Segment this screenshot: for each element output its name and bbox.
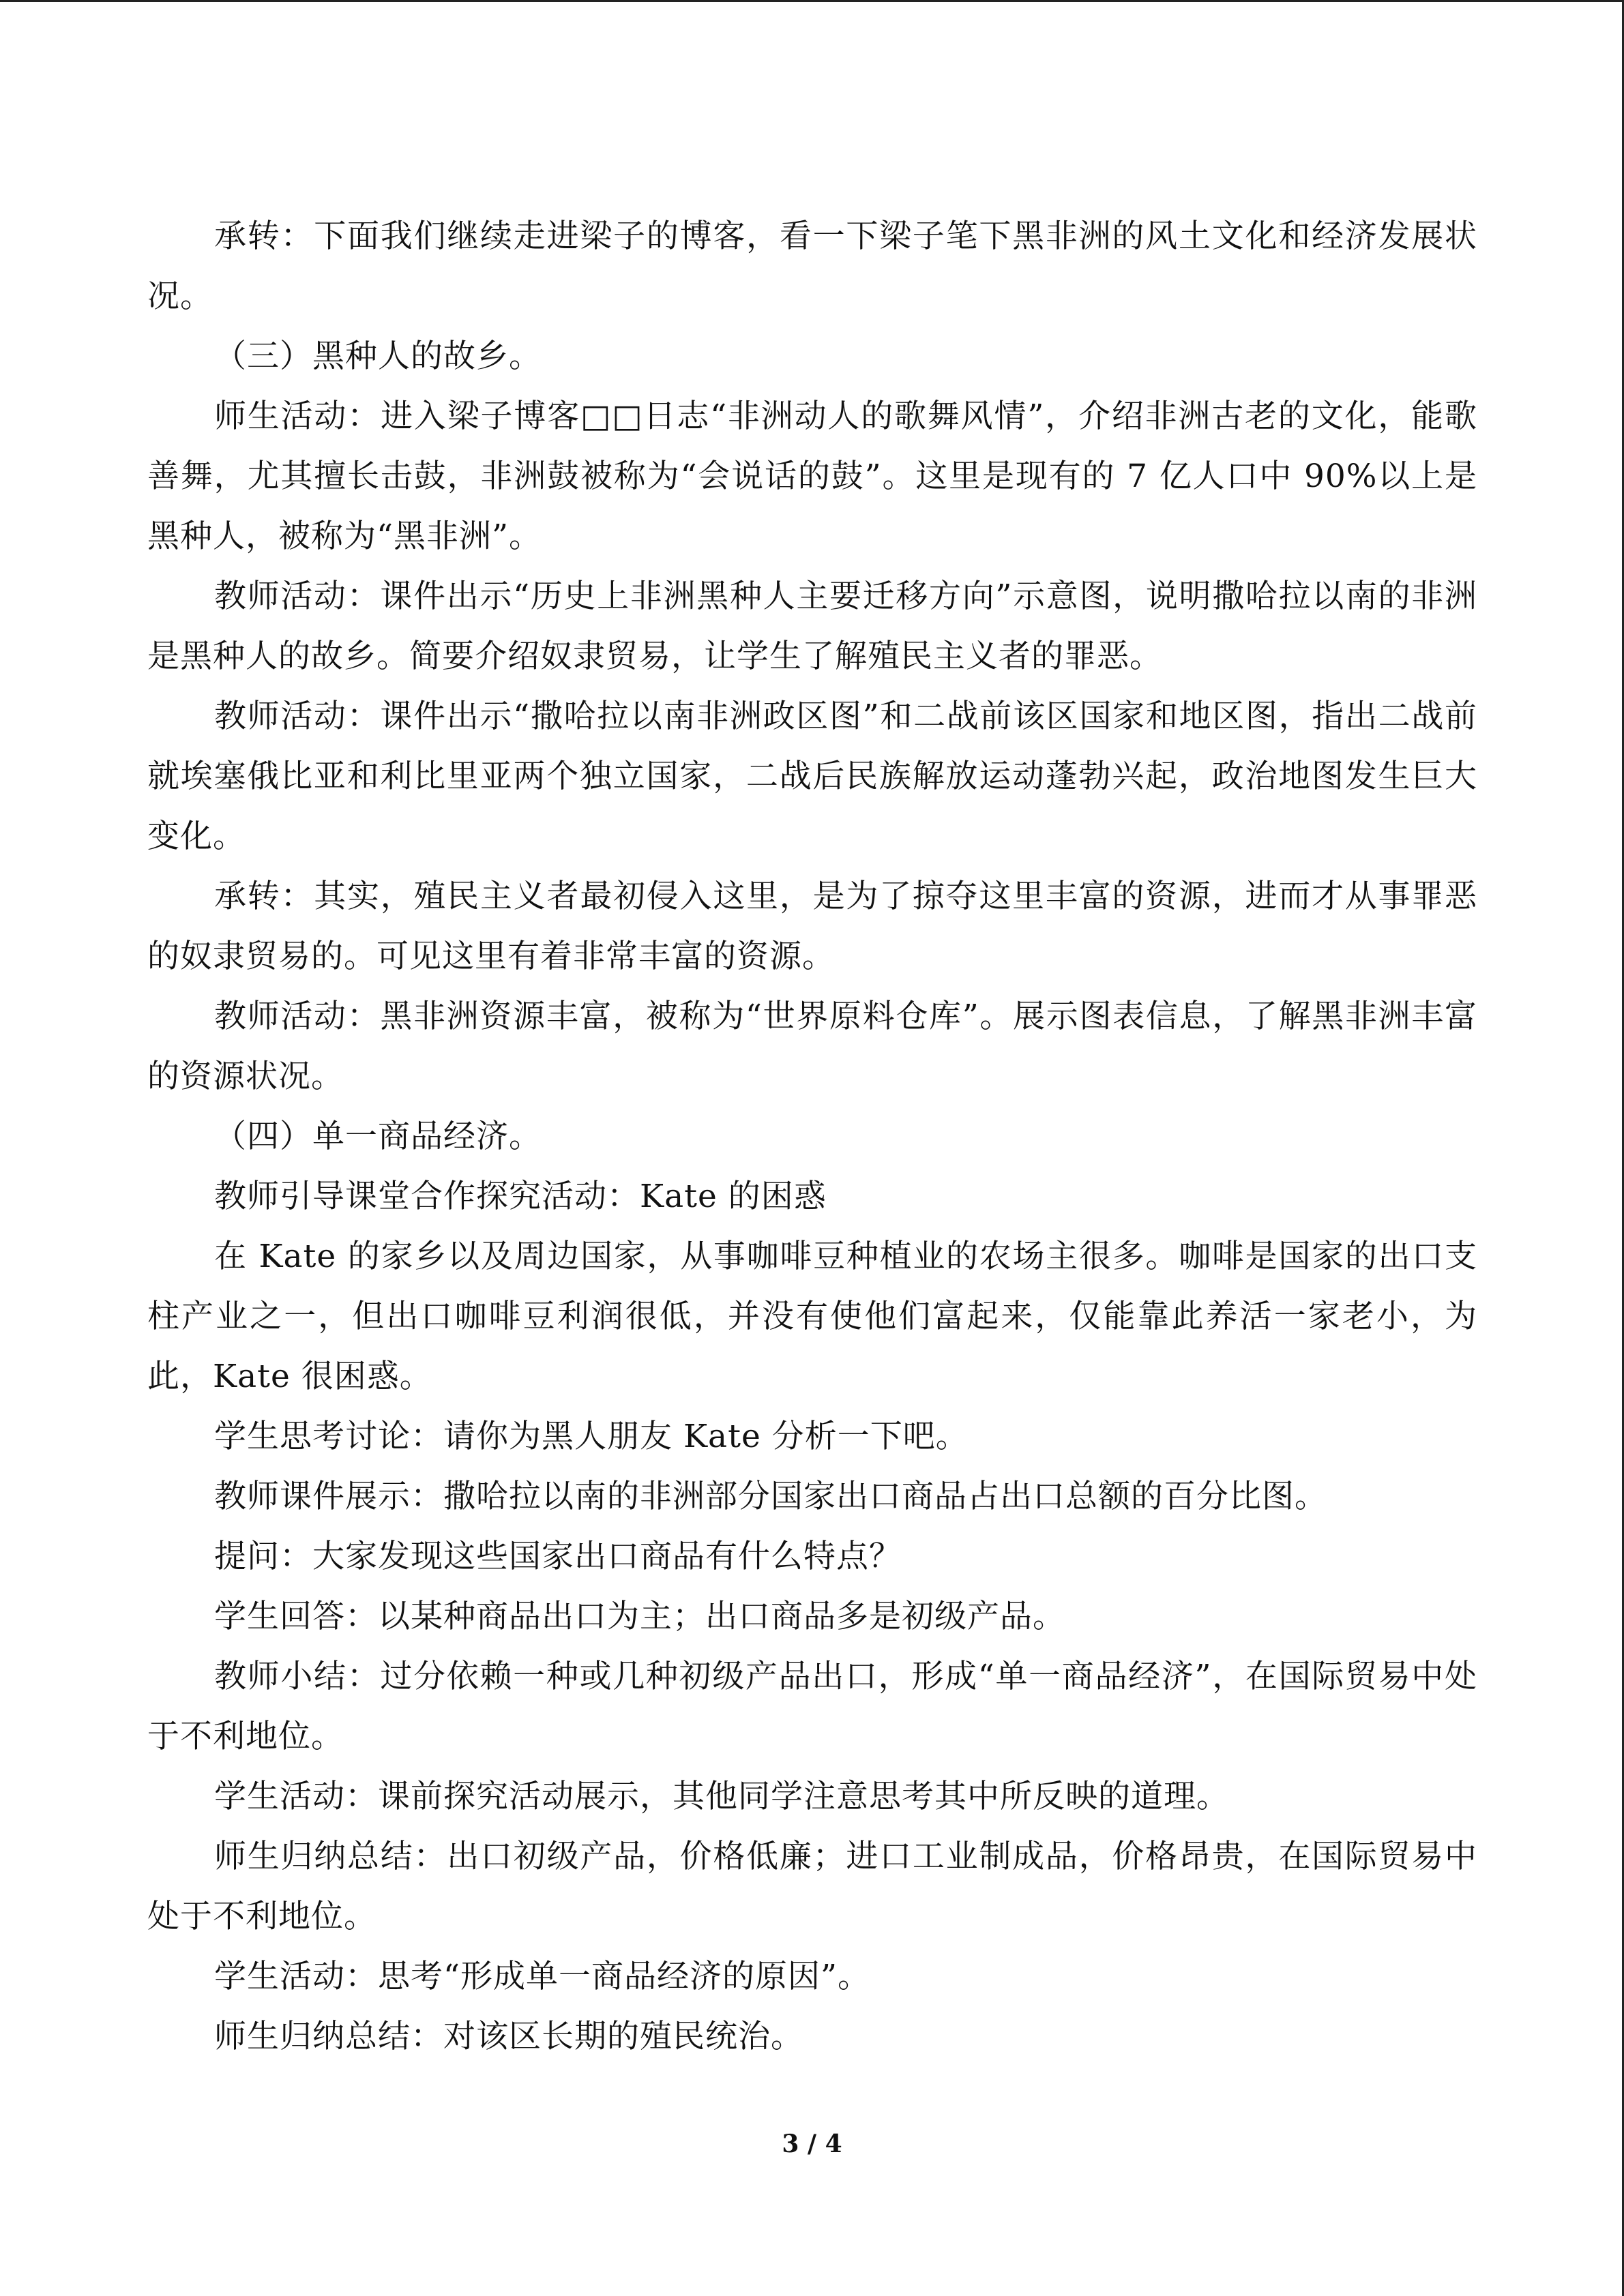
page-number: 3 / 4 xyxy=(782,2130,842,2158)
paragraph-transition-1: 承转：下面我们继续走进梁子的博客，看一下梁子笔下黑非洲的风土文化和经济发展状况。 xyxy=(147,218,1477,315)
paragraph-activity-2: 教师活动：课件出示“历史上非洲黑种人主要迁移方向”示意图，说明撒哈拉以南的非洲是黑种人的故乡。简要介绍奴隶贸易，让学生了解殖民主义者的罪恶。 xyxy=(147,578,1477,675)
paragraph-transition-2: 承转：其实，殖民主义者最初侵入这里，是为了掠夺这里丰富的资源，进而才从事罪恶的奴隶贸易的。可见这里有着非常丰富的资源。 xyxy=(147,878,1477,975)
paragraph-question: 提问：大家发现这些国家出口商品有什么特点？ xyxy=(214,1538,902,1575)
paragraph-courseware: 教师课件展示：撒哈拉以南的非洲部分国家出口商品占出口总额的百分比图。 xyxy=(214,1478,1327,1515)
paragraph-activity-3: 教师活动：课件出示“撒哈拉以南非洲政区图”和二战前该区国家和地区图，指出二战前就埃塞俄比亚和利比里亚两个独立国家，二战后民族解放运动蓬勃兴起，政治地图发生巨大变化。 xyxy=(147,698,1477,855)
paragraph-inquiry-title: 教师引导课堂合作探究活动：Kate 的困惑 xyxy=(214,1178,827,1215)
paragraph-summary-1: 教师小结：过分依赖一种或几种初级产品出口，形成“单一商品经济”，在国际贸易中处于不利地位。 xyxy=(147,1658,1477,1755)
paragraph-activity-5: 学生活动：课前探究活动展示，其他同学注意思考其中所反映的道理。 xyxy=(214,1778,1229,1815)
document-body xyxy=(147,207,1477,2067)
paragraph-summary-2: 师生归纳总结：出口初级产品，价格低廉；进口工业制成品，价格昂贵，在国际贸易中处于不利地位。 xyxy=(147,1838,1477,1935)
paragraph-summary-3: 师生归纳总结：对该区长期的殖民统治。 xyxy=(214,2018,803,2055)
paragraph-discussion: 学生思考讨论：请你为黑人朋友 Kate 分析一下吧。 xyxy=(214,1418,969,1455)
paragraph-activity-1: 师生活动：进入梁子博客□□日志“非洲动人的歌舞风情”，介绍非洲古老的文化，能歌善舞，尤其擅长击鼓，非洲鼓被称为“会说话的鼓”。这里是现有的 7 亿人口中 90%以上是黑种人，被称为“黑非洲”。 xyxy=(147,398,1477,555)
paragraph-activity-4: 教师活动：黑非洲资源丰富，被称为“世界原料仓库”。展示图表信息，了解黑非洲丰富的资源状况。 xyxy=(147,998,1477,1095)
paragraph-answer: 学生回答：以某种商品出口为主；出口商品多是初级产品。 xyxy=(214,1598,1065,1635)
paragraph-activity-6: 学生活动：思考“形成单一商品经济的原因”。 xyxy=(214,1958,871,1995)
paragraph-kate-story: 在 Kate 的家乡以及周边国家，从事咖啡豆种植业的农场主很多。咖啡是国家的出口支柱产业之一，但出口咖啡豆利润很低，并没有使他们富起来，仅能靠此养活一家老小，为此，Kate 很困惑。 xyxy=(147,1238,1477,1395)
section-heading-3: （三）黑种人的故乡。 xyxy=(214,338,542,375)
section-heading-4: （四）单一商品经济。 xyxy=(214,1118,542,1155)
